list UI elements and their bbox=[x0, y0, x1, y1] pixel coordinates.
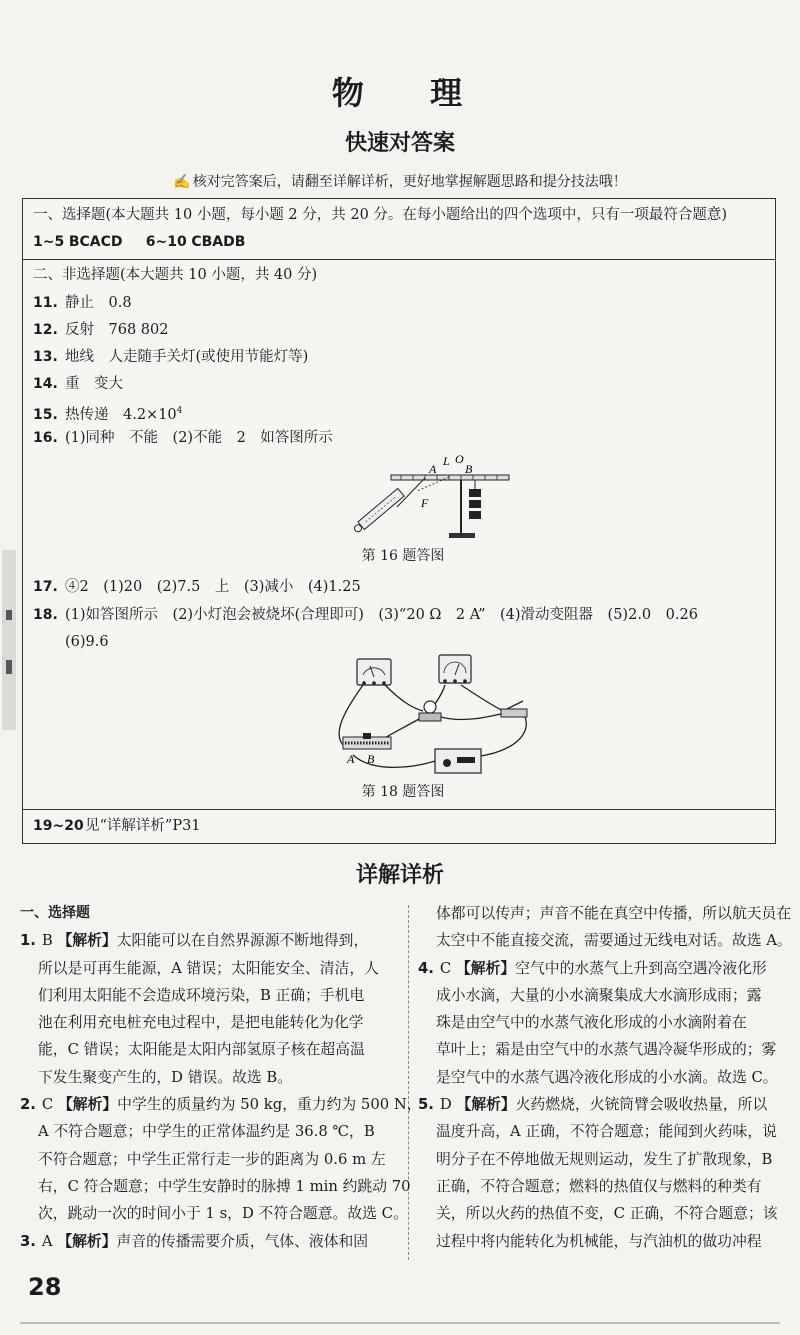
subject-char-2: 理 bbox=[430, 74, 469, 112]
circuit-diagram bbox=[323, 653, 543, 778]
analysis-line: 是空气中的水蒸气遇冷液化形成的小水滴。故选 C。 bbox=[436, 1068, 778, 1086]
analysis-text: 火药燃烧，火铳筒臂会吸收热量，所以 bbox=[515, 1096, 768, 1114]
item-answer: 热传递 4.2×10 bbox=[65, 406, 177, 423]
figure-16-caption: 第 16 题答图 bbox=[361, 548, 445, 564]
analysis-line: 过程中将内能转化为机械能，与汽油机的做功冲程 bbox=[436, 1232, 762, 1250]
item-answer: 重 变大 bbox=[65, 376, 123, 392]
answer-box bbox=[22, 198, 776, 844]
label-L: L bbox=[443, 454, 450, 468]
mc-answers bbox=[33, 232, 765, 252]
item-number: 14. bbox=[33, 376, 58, 392]
mc-answers-1: BCACD bbox=[68, 234, 123, 250]
analysis-line: A 不符合题意；中学生的正常体温约是 36.8 ℃，B bbox=[38, 1123, 375, 1141]
label-B: B bbox=[465, 462, 473, 476]
mc-range-2: 6~10 bbox=[145, 234, 187, 250]
item-answer: 静止 0.8 bbox=[65, 295, 132, 311]
answer-letter: B bbox=[41, 932, 53, 950]
item-number: 15. bbox=[33, 406, 58, 423]
lever-beam bbox=[391, 475, 509, 480]
spring-scale bbox=[352, 488, 404, 534]
stand-base bbox=[449, 533, 475, 538]
question-1-first bbox=[20, 927, 400, 954]
question-2-first bbox=[20, 1091, 422, 1118]
answer-item-15 bbox=[33, 401, 765, 425]
analysis-tag: 【解析】 bbox=[57, 1096, 118, 1114]
analysis-text: 声音的传播需要介质，气体、液体和固 bbox=[116, 1232, 369, 1250]
item-number: 17. bbox=[33, 579, 58, 595]
binding-edge-mark bbox=[2, 550, 16, 730]
page-number: 28 bbox=[28, 1273, 62, 1301]
analysis-line: 关，所以火药的热值不变，C 正确，不符合题意；该 bbox=[436, 1205, 778, 1223]
switch bbox=[501, 701, 527, 717]
answer-letter: C bbox=[439, 959, 452, 977]
answer-letter: A bbox=[41, 1232, 53, 1250]
lever-diagram bbox=[341, 451, 521, 543]
detail-heading: 详解详析 bbox=[355, 863, 444, 888]
item-superscript: 4 bbox=[176, 406, 183, 416]
analysis-line: 右，C 符合题意；中学生安静时的脉搏 1 min 约跳动 70 bbox=[38, 1177, 411, 1195]
analysis-line: 珠是由空气中的水蒸气液化形成的小水滴附着在 bbox=[436, 1014, 747, 1032]
analysis-line: 明分子在不停地做无规则运动，发生了扩散现象，B bbox=[436, 1150, 773, 1168]
item-number: 16. bbox=[33, 430, 58, 446]
question-4-first bbox=[418, 955, 788, 982]
mc-range-1: 1~5 bbox=[33, 234, 65, 250]
analysis-line: 太空中不能直接交流，需要通过无线电对话。故选 A。 bbox=[436, 932, 792, 950]
item-number: 12. bbox=[33, 322, 58, 338]
section-label: 一、选择题 bbox=[20, 905, 90, 921]
item-answer: (1)同种 不能 (2)不能 2 如答图所示 bbox=[65, 430, 333, 446]
page-title bbox=[0, 68, 800, 114]
analysis-tag: 【解析】 bbox=[57, 1232, 117, 1250]
pen-icon: ✍ bbox=[173, 174, 191, 190]
analysis-line: 下发生聚变产生的，D 错误。故选 B。 bbox=[38, 1068, 293, 1086]
analysis-line: 们利用太阳能不会造成环境污染，B 正确；手机电 bbox=[38, 986, 365, 1004]
subject-char-1: 物 bbox=[331, 74, 370, 112]
analysis-tag: 【解析】 bbox=[456, 1096, 516, 1114]
section1-heading: 一、选择题(本大题共 10 小题，每小题 2 分，共 20 分。在每小题给出的四个选项中，只有一项最符合题意) bbox=[33, 207, 728, 223]
label-rheostat-A: A bbox=[347, 752, 355, 766]
section2-heading: 二、非选择题(本大题共 10 小题，共 40 分) bbox=[33, 267, 318, 283]
item-number: 18. bbox=[33, 607, 58, 623]
question-number: 2. bbox=[20, 1096, 36, 1114]
answer-item-17 bbox=[33, 577, 765, 597]
wire-rheostat-battery bbox=[353, 755, 435, 767]
question-number: 5. bbox=[418, 1096, 434, 1114]
question-number: 3. bbox=[20, 1232, 36, 1250]
item-answer: 见“详解详析”P31 bbox=[85, 818, 201, 834]
item-number: 13. bbox=[33, 349, 58, 365]
analysis-line: 温度升高，A 正确，不符合题意；能闻到火药味，说 bbox=[436, 1123, 777, 1141]
analysis-line: 草叶上；霜是由空气中的水蒸气遇冷凝华形成的；雾 bbox=[436, 1041, 777, 1059]
voltmeter bbox=[439, 655, 471, 683]
instruction-text: 核对完答案后，请翻至详解详析，更好地掌握解题思路和提分技法哦！ bbox=[192, 174, 627, 190]
question-number: 1. bbox=[20, 932, 36, 950]
detail-left-column bbox=[20, 900, 422, 1255]
analysis-line: 不符合题意；中学生正常行走一步的距离为 0.6 m 左 bbox=[38, 1150, 386, 1168]
wire-v-switch bbox=[461, 685, 503, 711]
item-number: 11. bbox=[33, 295, 58, 311]
question-3-first bbox=[20, 1228, 400, 1255]
analysis-line: 正确，不符合题意；燃料的热值仅与燃料的种类有 bbox=[436, 1177, 762, 1195]
question-number: 4. bbox=[418, 959, 434, 977]
label-rheostat-B: B bbox=[367, 752, 375, 766]
weight-1 bbox=[469, 489, 481, 497]
column-divider bbox=[408, 905, 409, 1260]
box-divider bbox=[23, 259, 775, 260]
rheostat bbox=[343, 733, 391, 749]
answer-letter: C bbox=[41, 1096, 54, 1114]
instruction-note bbox=[0, 171, 800, 191]
weight-2 bbox=[469, 500, 481, 508]
label-F: F bbox=[421, 496, 429, 510]
figure-18-caption: 第 18 题答图 bbox=[361, 784, 445, 800]
wire-meter-lamp bbox=[385, 685, 423, 711]
analysis-line: 所以是可再生能源，A 错误；太阳能安全、清洁，人 bbox=[38, 959, 379, 977]
analysis-line: 成小水滴，大量的小水滴聚集成大水滴形成雨；露 bbox=[436, 986, 762, 1004]
answer-item-18-cont: (6)9.6 bbox=[65, 634, 109, 650]
item-answer: 地线 人走随手关灯(或使用节能灯等) bbox=[65, 349, 309, 365]
quick-answer-title: 快速对答案 bbox=[344, 131, 455, 156]
answer-item-19-20 bbox=[33, 816, 765, 836]
item-answer: 反射 768 802 bbox=[65, 322, 169, 338]
wire-top bbox=[339, 685, 363, 745]
wire-lamp-rheostat bbox=[383, 719, 419, 739]
analysis-text: 中学生的质量约为 50 kg，重力约为 500 N， bbox=[117, 1096, 422, 1114]
answer-item-11 bbox=[33, 293, 765, 313]
answer-item-13 bbox=[33, 347, 765, 367]
answer-letter: D bbox=[439, 1096, 452, 1114]
analysis-tag: 【解析】 bbox=[455, 959, 516, 977]
footer-rule bbox=[20, 1322, 780, 1324]
analysis-tag: 【解析】 bbox=[57, 932, 117, 950]
power-supply bbox=[435, 749, 481, 773]
weight-3 bbox=[469, 511, 481, 519]
label-A: A bbox=[429, 462, 437, 476]
ammeter bbox=[357, 659, 391, 685]
answer-item-12 bbox=[33, 320, 765, 340]
analysis-line: 次，跳动一次的时间小于 1 s，D 不符合题意。故选 C。 bbox=[38, 1205, 408, 1223]
analysis-line: 体都可以传声；声音不能在真空中传播，所以航天员在 bbox=[436, 905, 792, 922]
answer-item-18 bbox=[33, 605, 765, 625]
analysis-text: 太阳能可以在自然界源源不断地得到， bbox=[116, 932, 369, 950]
analysis-line: 能，C 错误；太阳能是太阳内部氢原子核在超高温 bbox=[38, 1041, 365, 1059]
analysis-line: 池在利用充电桩充电过程中，是把电能转化为化学 bbox=[38, 1014, 364, 1032]
answer-item-16 bbox=[33, 428, 765, 448]
wire-lamp-switch bbox=[441, 713, 505, 720]
item-answer: ④2 (1)20 (2)7.5 上 (3)减小 (4)1.25 bbox=[65, 579, 361, 595]
analysis-text: 空气中的水蒸气上升到高空遇冷液化形 bbox=[515, 959, 767, 977]
item-answer: (1)如答图所示 (2)小灯泡会被烧坏(合理即可) (3)“20 Ω 2 A” (4)滑动变阻器 (5)2.0 0.26 bbox=[65, 607, 698, 623]
question-5-first bbox=[418, 1091, 788, 1118]
detail-right-column bbox=[418, 900, 792, 1255]
label-O: O bbox=[455, 452, 464, 466]
mc-answers-2: CBADB bbox=[191, 234, 246, 250]
box-divider bbox=[23, 809, 775, 810]
item-number: 19~20 bbox=[33, 818, 84, 834]
answer-item-14 bbox=[33, 374, 765, 394]
